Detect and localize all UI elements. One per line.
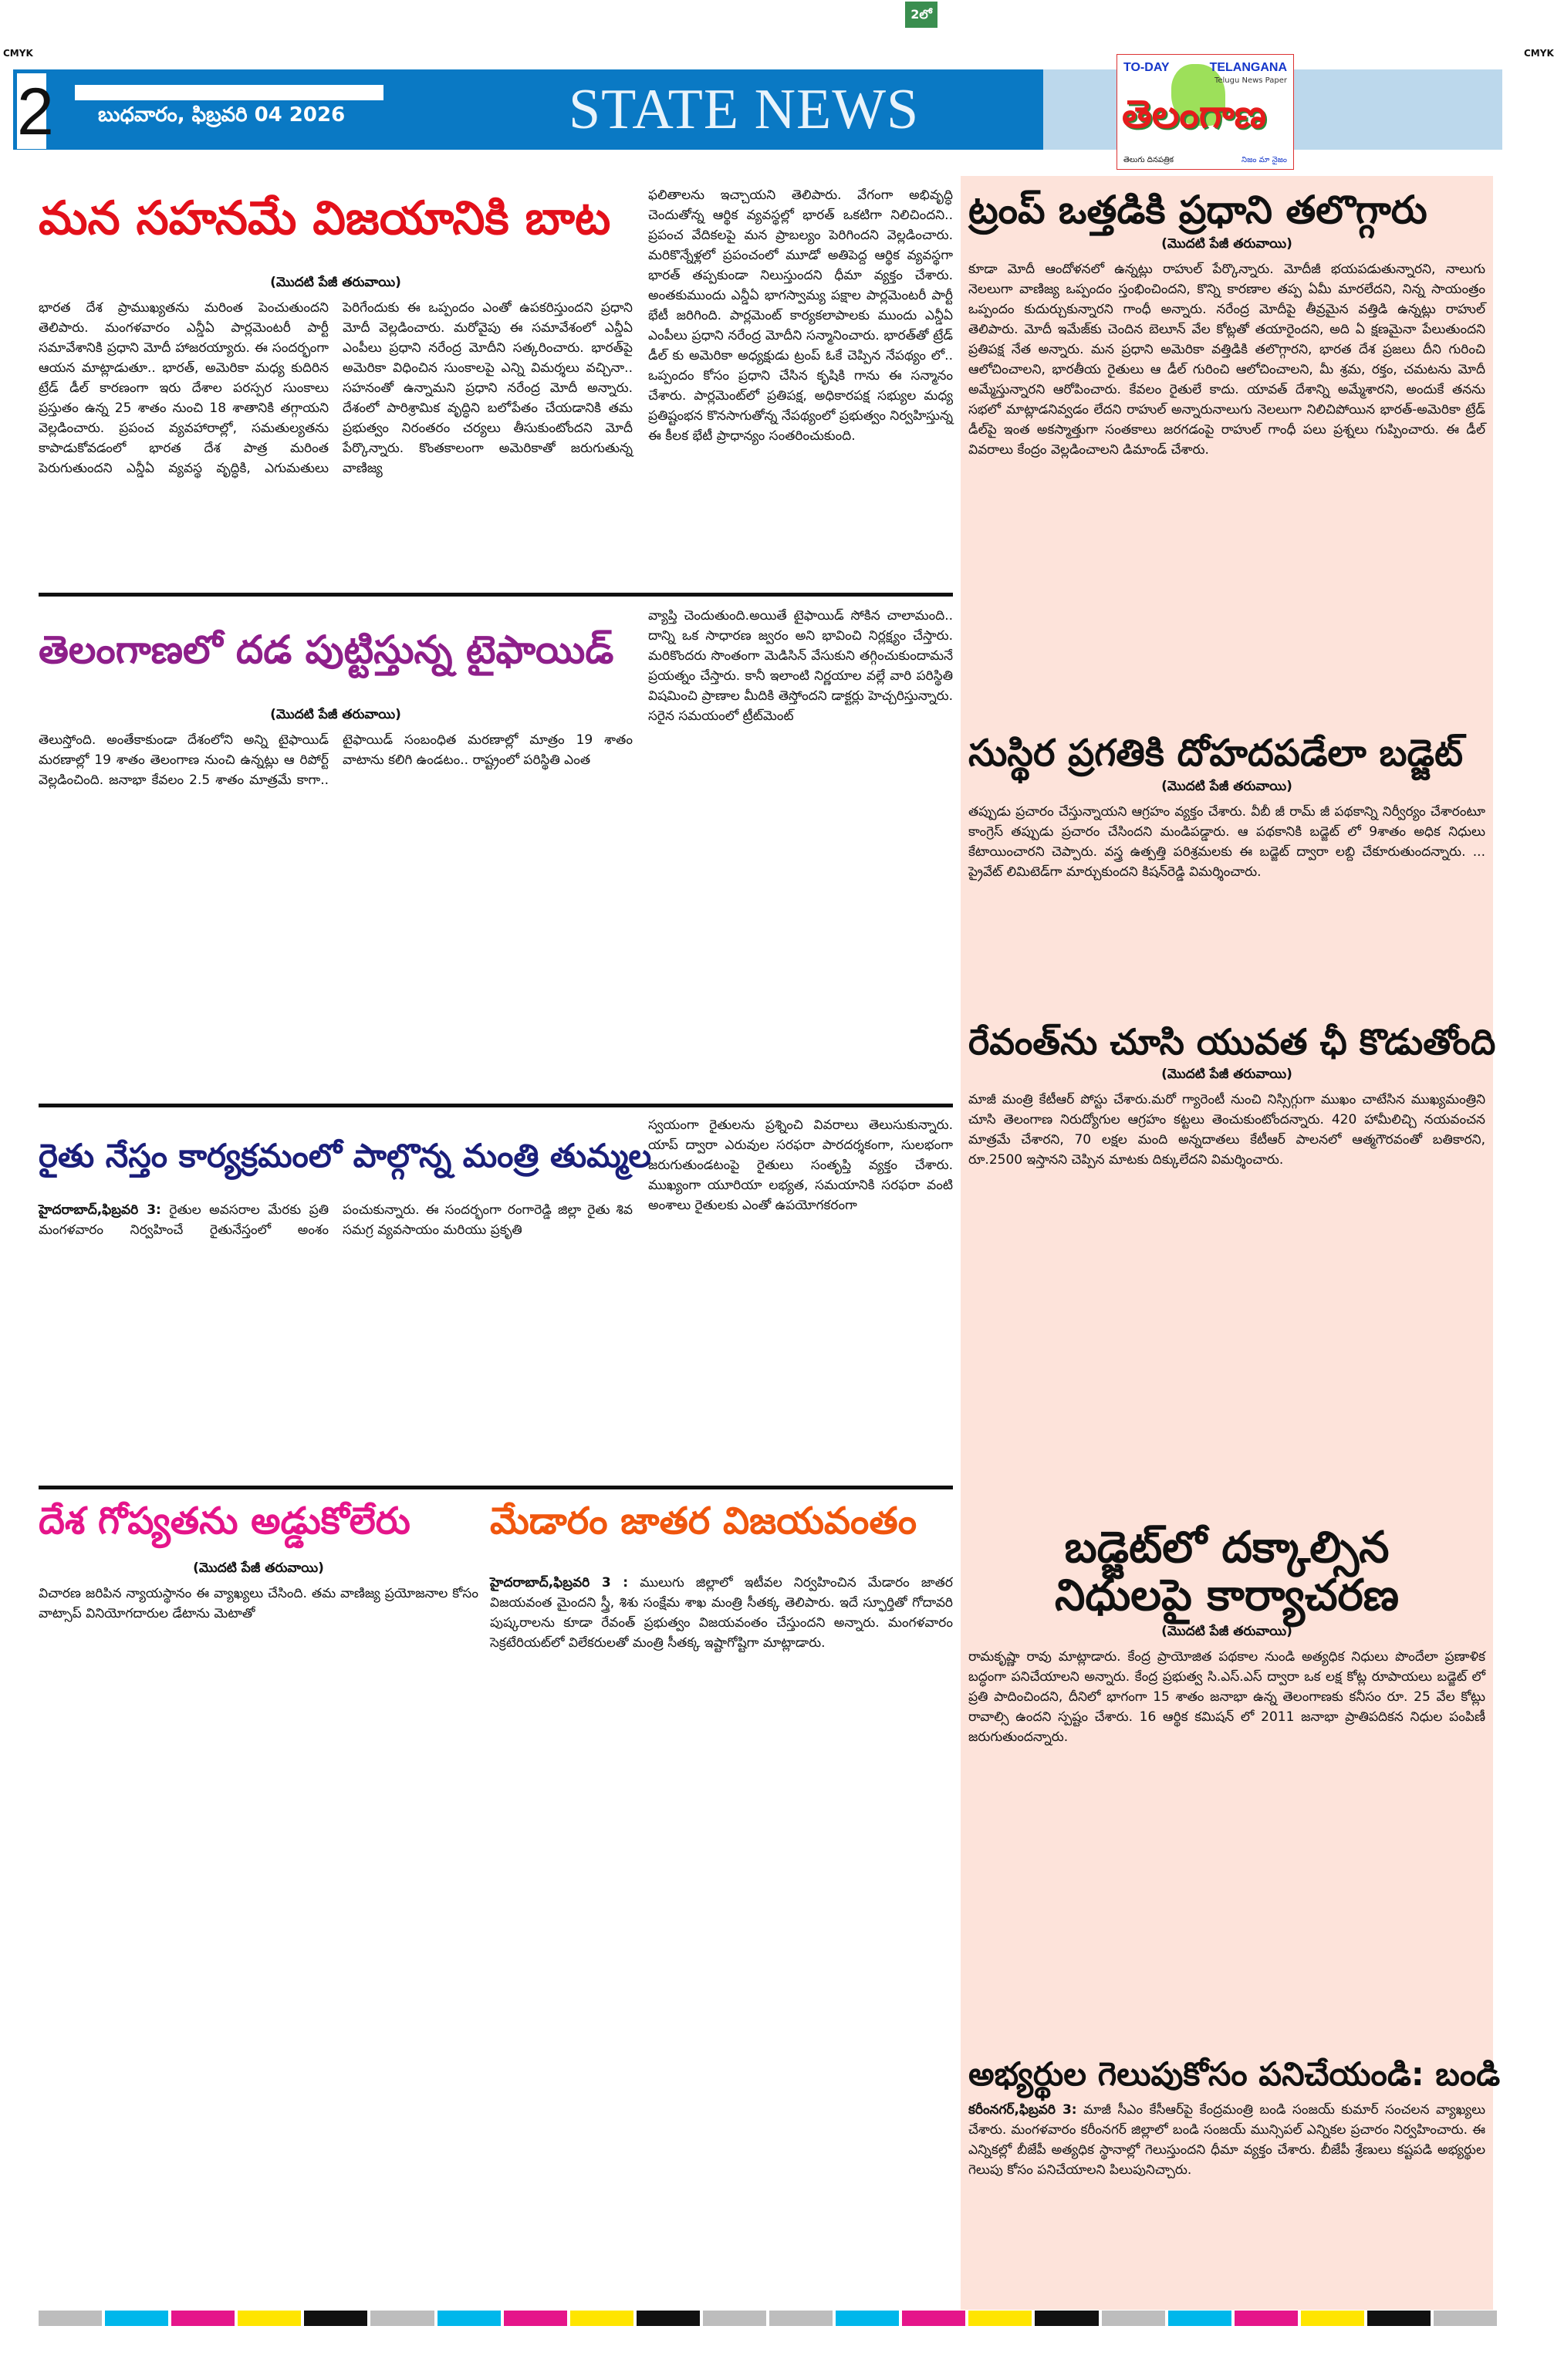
headline: తెలంగాణలో దడ పుట్టిస్తున్న టైఫాయిడ్ (39, 627, 614, 672)
color-registration-bar (39, 2311, 1497, 2326)
registration-mark-right: CMYK (1524, 48, 1554, 59)
continued-label: (మొదటి పేజీ తరువాయి) (1161, 1066, 1292, 1082)
article-gopyata (39, 1501, 478, 2304)
color-swatch (637, 2311, 700, 2326)
color-swatch (105, 2311, 168, 2326)
newspaper-logo (1117, 54, 1294, 170)
article-body (39, 1200, 633, 1470)
article-text: ములుగు జిల్లాలో ఇటీవల నిర్వహించిన మేడారం జాతర విజయవంత మైందని స్త్రీ, శిశు సంక్షేమ శాఖ మంత్రి సీతక్క తెలిపారు. ఇదే స్ఫూర్తితో గోదావరి పుష్కరాలను కూడా రేవంత్ ప్రభుత్వం విజయవంతం చేస్తుందని అన్నారు. మంగళవారం సెక్రటేరియట్‌లో విలేకరులతో మంత్రి సీతక్క ఇష్టాగోష్టిగా మాట్లాడారు. (490, 1574, 953, 1651)
color-swatch (1235, 2311, 1298, 2326)
color-swatch (39, 2311, 102, 2326)
logo-subtitle: Telugu News Paper (1214, 76, 1287, 85)
color-swatch (1168, 2311, 1231, 2326)
logo-name: తెలంగాణ (1122, 92, 1267, 137)
color-swatch (703, 2311, 766, 2326)
article-body: తప్పుడు ప్రచారం చేస్తున్నాయని ఆగ్రహం వ్యక్తం చేశారు. వీబీ జీ రామ్ జీ పథకాన్ని నిర్వీర్యం చేశారంటూ కాంగ్రెస్ తప్పుడు ప్రచారం చేసిందని మండిపడ్డారు. ఆ పథకానికి బడ్జెట్ లో 9శాతం అధిక నిధులు కేటాయించారని చెప్పారు. వస్త్ర ఉత్పత్తి పరిశ్రమలకు ఈ బడ్జెట్ ద్వారా లబ్ది చేకూరుతుందన్నారు. ... ప్రైవేట్ లిమిటెడ్‌గా మార్చుకుందని కిషన్‌రెడ్డి విమర్శించారు. (968, 803, 1485, 880)
article-revanth (968, 1021, 1496, 1170)
article-body: భారత దేశ ప్రాముఖ్యతను మరింత పెంచుతుందని తెలిపారు. మంగళవారం ఎన్డీఏ పార్లమెంటరీ పార్టీ సమావేశానికి ప్రధాని మోదీ హాజరయ్యారు. ఈ సందర్భంగా ఆయన మాట్లాడుతూ.. భారత్, అమెరికా మధ్య కుదిరిన ట్రేడ్ డీల్ కారణంగా ఇరు దేశాల పరస్పర సుంకాలు ప్రస్తుతం ఉన్న 25 శాతం నుంచి 18 శాతానికి తగ్గాయని వెల్లడించారు. ప్రపంచ వ్యవహారాల్లో, సమతుల్యతను కాపాడుకోవడంలో భారత దేశ పాత్ర మరింత పెరుగుతుందని ఎన్డీఏ వ్యవస్థ వృద్ధికి, ఎగుమతులు పెరిగేందుకు ఈ ఒప్పందం ఎంతో ఉపకరిస్తుందని ప్రధాని మోదీ వెల్లడించారు. మరోవైపు ఈ సమావేశంలో ఎన్డీఏ ఎంపీలు ప్రధాని నరేంద్ర మోదీని సత్కరించారు. భారత్‌పై అమెరికా విధించిన సుంకాలపై ఎన్ని విమర్శలు వచ్చినా.. సహనంతో ఉన్నామని ప్రధాని నరేంద్ర మోదీ అన్నారు. దేశంలో పారిశ్రామిక వృద్ధిని బలోపేతం చేయడానికి తమ ప్రభుత్వం నిరంతరం చర్యలు తీసుకుంటోందని మోదీ పేర్కొన్నారు. కొంతకాలంగా అమెరికాతో జరుగుతున్న వాణిజ్య (39, 300, 633, 476)
headline-line2: నిధులపై కార్యాచరణ (1055, 1570, 1399, 1621)
article-body: కూడా మోదీ ఆందోళనలో ఉన్నట్లు రాహుల్ పేర్కొన్నారు. మోదీజీ భయపడుతున్నారని, నాలుగు నెలలుగా వాణిజ్య ఒప్పందం స్తంభించిందని, కొన్ని కారణాల తప్ప ఏమీ మారలేదని, నిన్న సాయంత్రం ఒప్పందం కుదుర్చుకున్నారని గాంధీ అన్నారు. నరేంద్ర మోదీపై తీవ్రమైన వత్తిడి ఉన్నట్లు రాహుల్ తెలిపారు. మోదీ ఇమేజ్‌కు చెందిన బెలూన్ వేల కోట్లతో తయారైందని, అది ఏ క్షణమైనా పేలుతుందని ప్రతిపక్ష నేత అన్నారు. మన ప్రధాని అమెరికా వత్తిడికి తలొగ్గారని, భారత దేశ ప్రజలు దీని గురించి ఆలోచించాలని, భారతీయ రైతులు ఆ డీల్ గురించి ఆలోచించాలని, మీ శ్రమ, రక్తం, చమటను మోదీ అమ్మేస్తున్నారని ఆరోపించారు. కేవలం రైతులే కాదు. యావత్ దేశాన్ని అమ్మేశారని, అందుకే తనను సభలో మాట్లాడనివ్వడం లేదని రాహుల్ అన్నారునాలుగు నెలలుగా నిలిచిపోయిన భారత్-అమెరికా ట్రేడ్ డీల్‌పై ఇంత అకస్మాత్తుగా సంతకాలు జరగడంపై రాహుల్ గాంధీ పలు ప్రశ్నలు గుప్పించారు. ఈ డీల్ వివరాలు కేంద్రం వెల్లడించాలని డిమాండ్ చేశారు. (968, 262, 1485, 458)
continued-label: (మొదటి పేజీ తరువాయి) (270, 275, 401, 290)
color-swatch (1367, 2311, 1431, 2326)
color-swatch (968, 2311, 1032, 2326)
color-swatch (1434, 2311, 1497, 2326)
continued-label: (మొదటి పేజీ తరువాయి) (1161, 778, 1292, 794)
dateline: హైదరాబాద్,ఫిబ్రవరి 3 : (490, 1574, 629, 1591)
logo-tagline-right: నిజం మా నైజం (1242, 156, 1287, 164)
page-tag: 2లో (905, 2, 937, 28)
headline: ట్రంప్ ఒత్తడికి ప్రధాని తలొగ్గారు (968, 188, 1427, 232)
article-body: మాజీ మంత్రి కేటీఆర్ పోస్టు చేశారు.మరో గ్యారెంటీ నుంచి నిస్సిగ్గుగా ముఖం చాటేసిన ముఖ్యమంత్రిని చూసి తెలంగాణ నిరుద్యోగుల ఆగ్రహం కట్టలు తెంచుకుంటోందన్నారు. 420 హామీలిచ్చి నయవంచన మాత్రమే చేశారని, 70 లక్షల మంది అన్నదాతలు కేటీఆర్ పాలనలో ఆత్మగౌరవంతో బతికారని, రూ.2500 ఇస్తానని చెప్పిన మాటకు దిక్కులేదని విమర్శించారు. (968, 1091, 1485, 1168)
logo-today: TO-DAY (1123, 61, 1170, 74)
date-bar (75, 85, 383, 100)
divider (39, 1104, 953, 1107)
color-swatch (171, 2311, 235, 2326)
headline: రేవంత్‌ను చూసి యువత ఛీ కొడుతోంది (968, 1021, 1496, 1063)
right-column (961, 176, 1501, 2310)
divider (39, 593, 953, 597)
color-swatch (1102, 2311, 1165, 2326)
article-trump (968, 189, 1485, 460)
section-title: STATE NEWS (569, 78, 920, 141)
headline: అభ్యర్థుల గెలుపుకోసం పనిచేయండి: బండి (968, 2055, 1501, 2093)
article-bandi (968, 2055, 1501, 2180)
article-body (968, 2100, 1485, 2180)
headline-line1: బడ్జెట్‌లో దక్కాల్సిన (1064, 1523, 1390, 1573)
color-swatch (370, 2311, 434, 2326)
article-body (490, 1573, 953, 1653)
article-text: రైతుల అవసరాల మేరకు ప్రతి మంగళవారం నిర్వహించే రైతునేస్తంలో అంశం పంచుకున్నారు. ఈ సందర్భంగా రంగారెడ్డి జిల్లా రైతు శివ సమగ్ర వ్యవసాయం మరియు ప్రకృతి (39, 1202, 633, 1238)
registration-mark-left: CMYK (3, 48, 33, 59)
dateline: హైదరాబాద్,ఫిబ్రవరి 3: (39, 1202, 161, 1218)
article-text: మాజీ సీఎం కేసీఆర్‌పై కేంద్రమంత్రి బండి సంజయ్ కుమార్ సంచలన వ్యాఖ్యలు చేశారు. మంగళవారం కరీంనగర్ జిల్లాలో బండి సంజయ్ మున్సిపల్ ఎన్నికల ప్రచారం నిర్వహించారు. ఈ ఎన్నికల్లో బీజేపీ అత్యధిక స్థానాల్లో గెలుస్తుందని ధీమా వ్యక్తం చేశారు. బీజేపీ శ్రేణులు కష్టపడి అభ్యర్థుల గెలుపు కోసం పనిచేయాలని పిలుపునిచ్చారు. (968, 2102, 1485, 2179)
color-swatch (902, 2311, 965, 2326)
article-body-col3: ఫలితాలను ఇచ్చాయని తెలిపారు. వేగంగా అభివృద్ధి చెందుతోన్న ఆర్థిక వ్యవస్థల్లో భారత్ ఒకటిగా నిలిచిందని.. ప్రపంచ వేదికలపై మన ప్రాబల్యం పెరిగిందని వెల్లడించారు. మరికొన్నేళ్లలో ప్రపంచంలో మూడో అతిపెద్ద ఆర్థిక వ్యవస్థగా భారత్ తప్పకుండా నిలుస్తుందని ధీమా వ్యక్తం చేశారు. అంతకుముందు ఎన్డీఏ భాగస్వామ్య పక్షాల పార్లమెంటరీ పార్టీ భేటీ జరిగింది. పార్లమెంట్ కార్యకలాపాలకు ముందు ఎన్డీఏ ఎంపీలు ప్రధాని నరేంద్ర మోదీని సన్మానించారు. భారత్‌తో ట్రేడ్ డీల్ కు అమెరికా అధ్యక్షుడు ట్రంప్ ఓకే చెప్పిన నేపథ్యం లో.. ఒప్పందం కోసం ప్రధాని చేసిన కృషికి గాను ఈ సన్మానం చేశారు. పార్లమెంట్‌లో ప్రతిపక్ష, అధికారపక్ష సభ్యుల మధ్య ప్రతిష్టంభన కొనసాగుతోన్న నేపథ్యంలో ప్రభుత్వం నిర్వహిస్తున్న ఈ కీలక భేటీ ప్రాధాన్యం సంతరించుకుంది. (648, 188, 953, 444)
page-number: 2 (16, 73, 47, 150)
color-swatch (1301, 2311, 1364, 2326)
logo-telangana: TELANGANA (1209, 61, 1287, 74)
article-budget-progress (968, 733, 1485, 882)
continued-label: (మొదటి పేజీ తరువాయి) (1161, 236, 1292, 252)
issue-date: బుధవారం, ఫిబ్రవరి 04 2026 (98, 103, 346, 127)
dateline: కరీంనగర్,ఫిబ్రవరి 3: (968, 2102, 1077, 2118)
article-body-col3: వ్యాప్తి చెందుతుంది.అయితే టైఫాయిడ్ సోకిన చాలామంది.. దాన్ని ఒక సాధారణ జ్వరం అని భావించి నిర్లక్ష్యం చేస్తారు. మరికొందరు సొంతంగా మెడిసిన్ వేసుకుని తగ్గించుకుందామనే ప్రయత్నం చేస్తారు. కానీ ఇలాంటి నిర్ణయాల వల్లే వారి పరిస్థితి విషమించి ప్రాణాల మీదికి తెస్తోందని డాక్టర్లు హెచ్చరిస్తున్నారు. సరైన సమయంలో ట్రీట్‌మెంట్ (648, 608, 953, 724)
headline: దేశ గోప్యతను అడ్డుకోలేరు (39, 1499, 410, 1543)
article-sahanam (39, 185, 953, 587)
article-rythu (39, 1115, 953, 1478)
color-swatch (1035, 2311, 1098, 2326)
divider (39, 1486, 953, 1489)
article-body: తెలుస్తోంది. అంతేకాకుండా దేశంలోని అన్ని టైఫాయిడ్ మరణాల్లో 19 శాతం తెలంగాణ నుంచి ఉన్నట్లు ఆ రిపోర్ట్ వెల్లడించింది. జనాభా కేవలం 2.5 శాతం మాత్రమే కాగా.. టైఫాయిడ్ సంబంధిత మరణాల్లో మాత్రం 19 శాతం వాటాను కలిగి ఉండటం.. రాష్ట్రంలో పరిస్థితి ఎంత (39, 732, 633, 788)
color-swatch (836, 2311, 899, 2326)
headline: మన సహనమే విజయానికి బాట (39, 191, 611, 245)
continued-label: (మొదటి పేజీ తరువాయి) (193, 1560, 324, 1576)
article-typhoid (39, 606, 953, 1092)
headline: రైతు నేస్తం కార్యక్రమంలో పాల్గొన్న మంత్రి తుమ్మల (39, 1137, 652, 1175)
color-swatch (437, 2311, 501, 2326)
article-medaram (490, 1501, 953, 2304)
color-swatch (504, 2311, 567, 2326)
color-swatch (769, 2311, 833, 2326)
article-body: రామకృష్ణా రావు మాట్లాడారు. కేంద్ర ప్రాయోజిత పథకాల నుండి అత్యధిక నిధులు పొందేలా ప్రణాళిక బద్ధంగా పనిచేయాలని అన్నారు. కేంద్ర ప్రభుత్వ సి.ఎస్.ఎస్ ద్వారా ఒక లక్ష కోట్ల రూపాయలు బడ్జెట్ లో ప్రతి పాదించిందని, దీనిలో భాగంగా 15 శాతం జనాభా ఉన్న తెలంగాణకు కనీసం రూ. 25 వేల కోట్లు రావాల్సి ఉందని స్పష్టం చేశారు. 16 ఆర్థిక కమిషన్ లో 2011 జనాభా ప్రాతిపదికన నిధుల పంపిణీ జరుగుతుందన్నారు. (968, 1649, 1485, 1746)
continued-label: (మొదటి పేజీ తరువాయి) (270, 707, 401, 722)
color-swatch (304, 2311, 367, 2326)
color-swatch (238, 2311, 301, 2326)
article-budget-funds (968, 1524, 1485, 1747)
article-body-col3: స్వయంగా రైతులను ప్రశ్నించి వివరాలు తెలుసుకున్నారు. యాప్ ద్వారా ఎరువుల సరఫరా పారదర్శకంగా, సులభంగా జరుగుతుండటంపై రైతులు సంతృప్తి వ్యక్తం చేశారు. ముఖ్యంగా యూరియా లభ్యత, సమయానికి సరఫరా వంటి అంశాలు రైతులకు ఎంతో ఉపయోగకరంగా (648, 1117, 953, 1213)
color-swatch (570, 2311, 633, 2326)
logo-tagline-left: తెలుగు దినపత్రిక (1123, 156, 1174, 164)
headline: మేడారం జాతర విజయవంతం (490, 1499, 917, 1543)
headline: సుస్థిర ప్రగతికి దోహదపడేలా బడ్జెట్ (968, 732, 1464, 775)
continued-label: (మొదటి పేజీ తరువాయి) (1161, 1624, 1292, 1640)
article-body: విచారణ జరిపిన న్యాయస్థానం ఈ వ్యాఖ్యలు చేసింది. తమ వాణిజ్య ప్రయోజనాల కోసం వాట్సాప్ వినియోగదారుల డేటాను మెటాతో (39, 1585, 478, 1621)
